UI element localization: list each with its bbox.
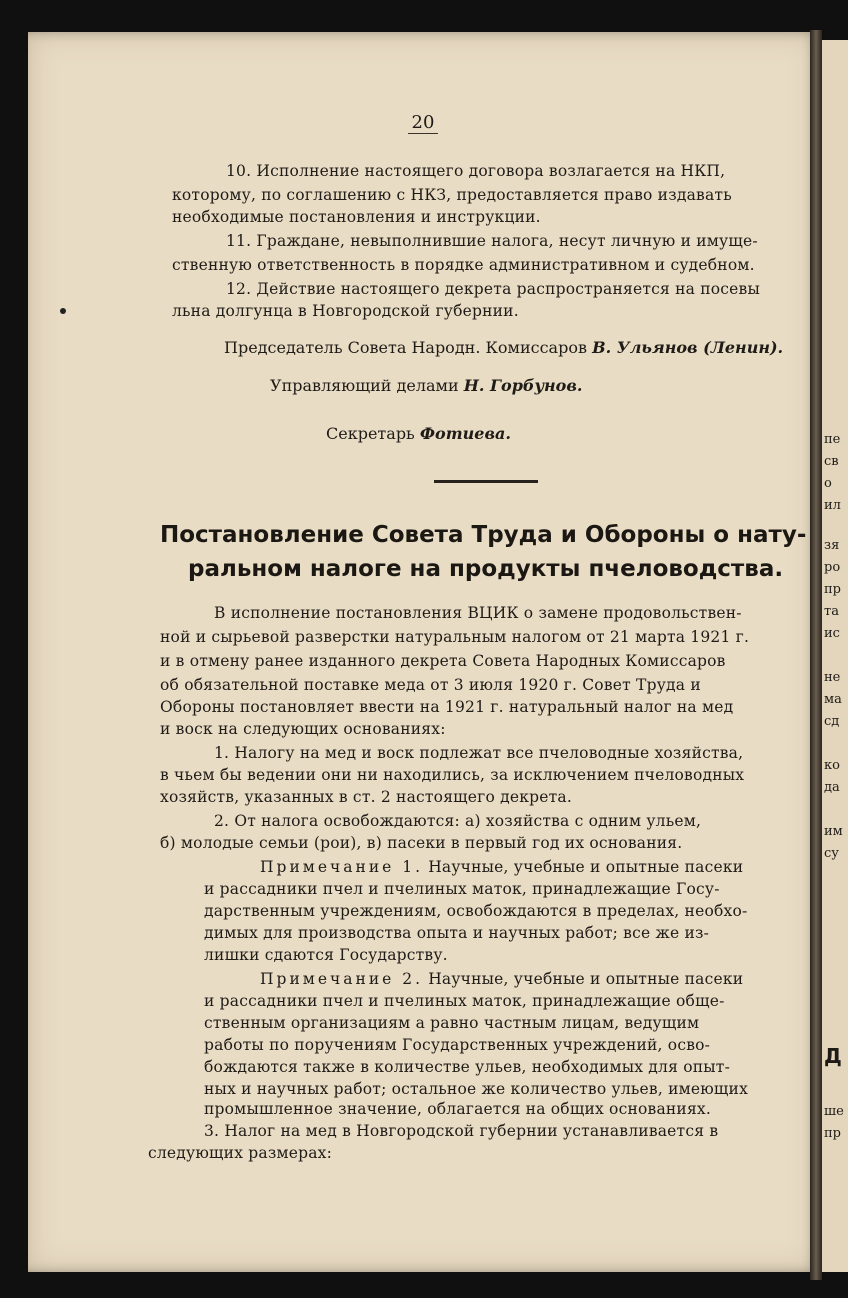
text-line: и рассадники пчел и пчелиных маток, принадлежащие Госу- [204, 880, 720, 898]
text-line: дарственным учреждениям, освобождаются в пределах, необхо- [204, 902, 748, 920]
page-fragment: Д [824, 1044, 842, 1068]
text-line: 3. Налог на мед в Новгородской губернии устанавливается в [204, 1122, 719, 1140]
signature-chair: Председатель Совета Народн. Комиссаров В. Ульянов (Ленин). [224, 338, 784, 357]
page-fragment: ко [824, 758, 840, 773]
page-fragment: им [824, 824, 843, 839]
text-line: об обязательной поставке меда от 3 июля 1920 г. Совет Труда и [160, 676, 701, 694]
text-line: следующих размерах: [148, 1144, 333, 1162]
text-line: хозяйств, указанных в ст. 2 настоящего декрета. [160, 788, 572, 806]
text-line: необходимые постановления и инструкции. [172, 208, 541, 226]
text-line: б) молодые семьи (рои), в) пасеки в первый год их основания. [160, 834, 683, 852]
text-line: В исполнение постановления ВЦИК о замене продовольствен- [214, 604, 742, 622]
page-fragment: о [824, 476, 832, 491]
section-heading: ральном налоге на продукты пчеловодства. [188, 556, 784, 582]
text-line: 12. Действие настоящего декрета распространяется на посевы [226, 280, 761, 298]
signature-secretary: Секретарь Фотиева. [326, 424, 511, 443]
book-gutter [810, 30, 822, 1280]
text-line: и рассадники пчел и пчелиных маток, принадлежащие обще- [204, 992, 725, 1010]
page-fragment: да [824, 780, 840, 795]
text-line: ственную ответственность в порядке административном и судебном. [172, 256, 755, 274]
page-fragment: ил [824, 498, 841, 513]
page-fragment: та [824, 604, 839, 619]
page-fragment: св [824, 454, 839, 469]
ink-mark [60, 308, 66, 314]
text-line: бождаются также в количестве ульев, необходимых для опыт- [204, 1058, 731, 1076]
text-line: димых для производства опыта и научных работ; все же из- [204, 924, 710, 942]
text-line: Обороны постановляет ввести на 1921 г. натуральный налог на мед [160, 698, 734, 716]
text-line: 1. Налогу на мед и воск подлежат все пчеловодные хозяйства, [214, 744, 744, 762]
page-fragment: не [824, 670, 841, 685]
text-line: промышленное значение, облагается на общих основаниях. [204, 1100, 712, 1118]
page-number: 20 [28, 112, 818, 133]
text-line: 2. От налога освобождаются: а) хозяйства с одним ульем, [214, 812, 702, 830]
text-line: ной и сырьевой разверстки натуральным налогом от 21 марта 1921 г. [160, 628, 750, 646]
page-fragment: сд [824, 714, 840, 729]
text-line: 11. Граждане, невыполнившие налога, несут личную и имуще- [226, 232, 758, 250]
adjacent-page-edge [822, 40, 848, 1272]
text-line: которому, по соглашению с НКЗ, предоставляется право издавать [172, 186, 732, 204]
text-line: льна долгунца в Новгородской губернии. [172, 302, 519, 320]
text-line: ственным организациям а равно частным лицам, ведущим [204, 1014, 700, 1032]
page-fragment: ро [824, 560, 841, 575]
text-line: ных и научных работ; остальное же количество ульев, имеющих [204, 1080, 749, 1098]
page-fragment: ма [824, 692, 842, 707]
text-line: лишки сдаются Государству. [204, 946, 448, 964]
text-line: в чьем бы ведении они ни находились, за исключением пчеловодных [160, 766, 745, 784]
text-line: и воск на следующих основаниях: [160, 720, 446, 738]
section-heading: Постановление Совета Труда и Обороны о нату- [160, 522, 807, 548]
note-heading: Примечание 1. Научные, учебные и опытные пасеки [260, 858, 744, 876]
text-line: и в отмену ранее изданного декрета Совета Народных Комиссаров [160, 652, 726, 670]
page-fragment: су [824, 846, 839, 861]
page-fragment: ше [824, 1104, 844, 1119]
page-fragment: ис [824, 626, 840, 641]
signature-manager: Управляющий делами Н. Горбунов. [270, 376, 583, 395]
page-fragment: зя [824, 538, 840, 553]
document-page [28, 32, 818, 1272]
section-divider [434, 480, 538, 483]
page-fragment: пр [824, 1126, 841, 1141]
text-line: работы по поручениям Государственных учреждений, осво- [204, 1036, 711, 1054]
text-line: 10. Исполнение настоящего договора возлагается на НКП, [226, 162, 726, 180]
page-fragment: пр [824, 582, 841, 597]
note-heading: Примечание 2. Научные, учебные и опытные пасеки [260, 970, 744, 988]
page-fragment: пе [824, 432, 841, 447]
